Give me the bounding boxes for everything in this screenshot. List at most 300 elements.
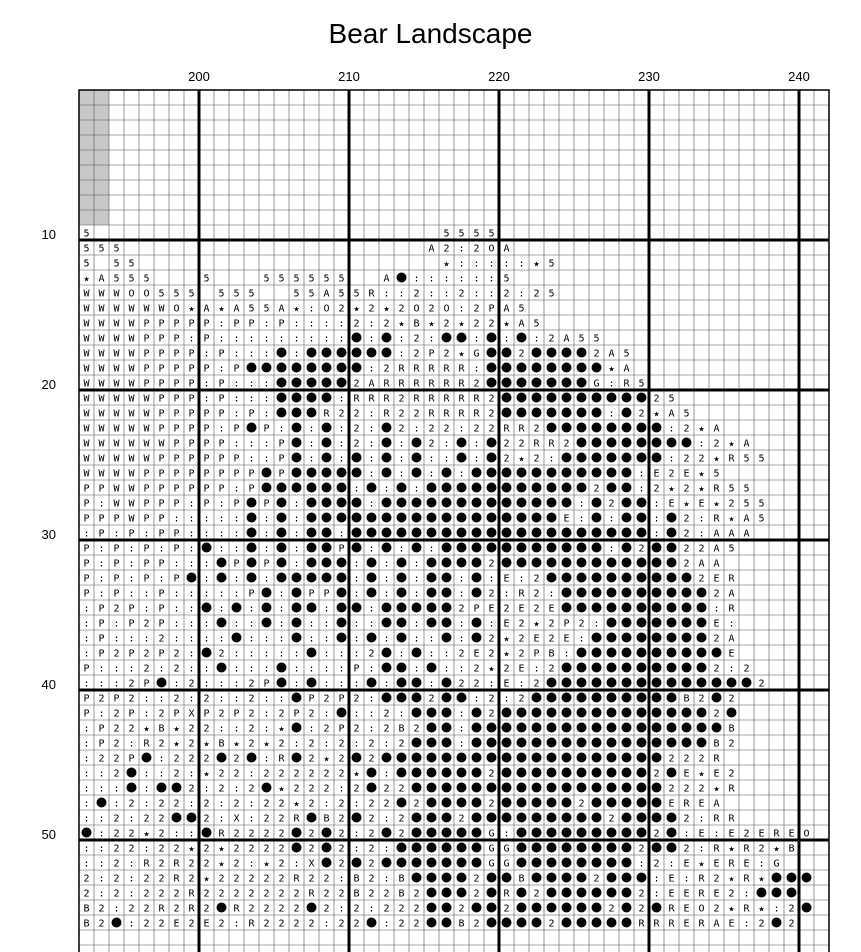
- stitch-symbol: E: [713, 858, 720, 870]
- stitch-symbol: R: [698, 918, 705, 930]
- stitch-symbol: P: [173, 468, 180, 480]
- stitch-dot: [712, 723, 722, 733]
- stitch-symbol: R: [713, 483, 720, 495]
- stitch-dot: [502, 393, 512, 403]
- stitch-symbol: :: [293, 663, 300, 675]
- stitch-symbol: :: [233, 678, 240, 690]
- stitch-dot: [562, 828, 572, 838]
- stitch-dot: [247, 363, 257, 373]
- stitch-dot: [712, 648, 722, 658]
- stitch-dot: [607, 573, 617, 583]
- stitch-symbol: P: [158, 528, 165, 540]
- stitch-symbol: :: [323, 798, 330, 810]
- stitch-dot: [592, 678, 602, 688]
- stitch-symbol: :: [188, 528, 195, 540]
- stitch-symbol: :: [368, 423, 375, 435]
- stitch-symbol: A: [743, 513, 750, 525]
- stitch-symbol: R: [728, 573, 735, 585]
- stitch-symbol: W: [113, 483, 120, 495]
- stitch-dot: [427, 723, 437, 733]
- stitch-symbol: ★: [293, 303, 300, 315]
- stitch-symbol: 2: [503, 438, 510, 450]
- stitch-symbol: :: [563, 648, 570, 660]
- stitch-symbol: 2: [698, 783, 705, 795]
- stitch-dot: [457, 513, 467, 523]
- stitch-symbol: A: [428, 243, 435, 255]
- stitch-dot: [577, 708, 587, 718]
- stitch-dot: [307, 348, 317, 358]
- stitch-dot: [337, 378, 347, 388]
- stitch-symbol: E: [653, 468, 660, 480]
- stitch-symbol: ★: [698, 468, 705, 480]
- stitch-dot: [697, 678, 707, 688]
- stitch-symbol: ★: [608, 363, 615, 375]
- stitch-symbol: G: [593, 378, 600, 390]
- stitch-symbol: 2: [473, 303, 480, 315]
- stitch-symbol: :: [683, 828, 690, 840]
- stitch-symbol: :: [98, 873, 105, 885]
- stitch-symbol: :: [488, 678, 495, 690]
- stitch-symbol: :: [323, 918, 330, 930]
- stitch-symbol: 2: [248, 708, 255, 720]
- stitch-symbol: :: [143, 633, 150, 645]
- stitch-symbol: :: [368, 693, 375, 705]
- stitch-symbol: :: [263, 318, 270, 330]
- stitch-dot: [322, 828, 332, 838]
- stitch-dot: [367, 483, 377, 493]
- stitch-symbol: 2: [158, 633, 165, 645]
- stitch-dot: [277, 378, 287, 388]
- stitch-dot: [562, 453, 572, 463]
- stitch-dot: [622, 468, 632, 478]
- stitch-dot: [592, 453, 602, 463]
- stitch-symbol: E: [713, 618, 720, 630]
- stitch-dot: [307, 813, 317, 823]
- stitch-symbol: 2: [413, 918, 420, 930]
- stitch-symbol: 2: [278, 738, 285, 750]
- stitch-symbol: 2: [263, 828, 270, 840]
- stitch-symbol: :: [353, 678, 360, 690]
- stitch-symbol: 2: [158, 798, 165, 810]
- stitch-dot: [367, 783, 377, 793]
- stitch-dot: [652, 648, 662, 658]
- stitch-symbol: P: [188, 363, 195, 375]
- stitch-symbol: :: [488, 573, 495, 585]
- stitch-symbol: 2: [503, 453, 510, 465]
- stitch-dot: [472, 498, 482, 508]
- stitch-dot: [247, 753, 257, 763]
- stitch-symbol: 5: [188, 288, 195, 300]
- stitch-symbol: :: [338, 318, 345, 330]
- stitch-symbol: ★: [773, 843, 780, 855]
- stitch-symbol: 2: [308, 798, 315, 810]
- stitch-symbol: R: [728, 858, 735, 870]
- stitch-symbol: 2: [578, 798, 585, 810]
- stitch-symbol: :: [518, 258, 525, 270]
- stitch-dot: [292, 363, 302, 373]
- stitch-symbol: :: [293, 318, 300, 330]
- stitch-symbol: :: [368, 708, 375, 720]
- stitch-symbol: :: [518, 678, 525, 690]
- stitch-symbol: 2: [488, 588, 495, 600]
- stitch-symbol: 2: [518, 348, 525, 360]
- stitch-symbol: R: [503, 888, 510, 900]
- stitch-dot: [442, 708, 452, 718]
- stitch-dot: [652, 783, 662, 793]
- stitch-symbol: ★: [728, 873, 735, 885]
- stitch-dot: [397, 678, 407, 688]
- stitch-symbol: ★: [383, 303, 390, 315]
- stitch-symbol: P: [158, 363, 165, 375]
- stitch-symbol: :: [83, 753, 90, 765]
- stitch-dot: [667, 633, 677, 643]
- stitch-symbol: :: [338, 663, 345, 675]
- stitch-dot: [532, 798, 542, 808]
- stitch-dot: [682, 723, 692, 733]
- stitch-symbol: :: [263, 528, 270, 540]
- stitch-symbol: :: [458, 588, 465, 600]
- stitch-dot: [592, 648, 602, 658]
- stitch-symbol: :: [203, 378, 210, 390]
- stitch-dot: [412, 648, 422, 658]
- stitch-symbol: 2: [398, 813, 405, 825]
- stitch-dot: [412, 468, 422, 478]
- stitch-dot: [517, 543, 527, 553]
- stitch-symbol: :: [173, 588, 180, 600]
- stitch-symbol: :: [113, 783, 120, 795]
- stitch-dot: [547, 348, 557, 358]
- stitch-symbol: P: [98, 483, 105, 495]
- stitch-dot: [307, 498, 317, 508]
- stitch-symbol: 2: [83, 888, 90, 900]
- stitch-symbol: R: [473, 393, 480, 405]
- stitch-symbol: 2: [413, 333, 420, 345]
- stitch-symbol: 2: [383, 783, 390, 795]
- stitch-symbol: 2: [548, 663, 555, 675]
- stitch-symbol: 2: [158, 738, 165, 750]
- stitch-symbol: 2: [293, 918, 300, 930]
- stitch-symbol: W: [98, 288, 105, 300]
- stitch-symbol: 2: [503, 903, 510, 915]
- stitch-symbol: ★: [503, 648, 510, 660]
- stitch-dot: [277, 483, 287, 493]
- stitch-symbol: W: [128, 468, 135, 480]
- stitch-dot: [622, 408, 632, 418]
- stitch-dot: [487, 438, 497, 448]
- stitch-symbol: 2: [683, 543, 690, 555]
- stitch-symbol: 5: [743, 453, 750, 465]
- stitch-symbol: 2: [143, 903, 150, 915]
- stitch-symbol: P: [143, 483, 150, 495]
- stitch-symbol: :: [83, 603, 90, 615]
- stitch-symbol: 5: [758, 513, 765, 525]
- stitch-symbol: 5: [548, 258, 555, 270]
- stitch-dot: [577, 468, 587, 478]
- stitch-dot: [367, 558, 377, 568]
- stitch-dot: [547, 483, 557, 493]
- row-labels: [42, 227, 56, 842]
- stitch-dot: [592, 528, 602, 538]
- stitch-symbol: P: [203, 468, 210, 480]
- stitch-dot: [517, 903, 527, 913]
- stitch-dot: [397, 768, 407, 778]
- stitch-symbol: :: [458, 723, 465, 735]
- stitch-dot: [352, 543, 362, 553]
- stitch-symbol: 2: [683, 843, 690, 855]
- stitch-symbol: :: [353, 828, 360, 840]
- stitch-symbol: 2: [98, 918, 105, 930]
- stitch-symbol: :: [503, 693, 510, 705]
- stitch-symbol: :: [383, 288, 390, 300]
- stitch-dot: [517, 768, 527, 778]
- stitch-dot: [472, 858, 482, 868]
- stitch-dot: [472, 843, 482, 853]
- stitch-symbol: 2: [278, 768, 285, 780]
- stitch-symbol: E: [698, 798, 705, 810]
- stitch-symbol: :: [488, 258, 495, 270]
- stitch-dot: [322, 858, 332, 868]
- stitch-dot: [517, 708, 527, 718]
- stitch-symbol: R: [293, 813, 300, 825]
- stitch-symbol: :: [368, 318, 375, 330]
- stitch-symbol: 2: [698, 693, 705, 705]
- stitch-symbol: 5: [533, 318, 540, 330]
- stitch-dot: [337, 618, 347, 628]
- stitch-dot: [562, 708, 572, 718]
- stitch-dot: [472, 738, 482, 748]
- stitch-symbol: P: [113, 513, 120, 525]
- stitch-symbol: W: [98, 363, 105, 375]
- chart-title: Bear Landscape: [328, 18, 533, 49]
- stitch-symbol: P: [233, 318, 240, 330]
- stitch-symbol: :: [413, 483, 420, 495]
- stitch-symbol: ★: [728, 438, 735, 450]
- stitch-dot: [532, 408, 542, 418]
- stitch-symbol: 2: [113, 603, 120, 615]
- stitch-dot: [547, 738, 557, 748]
- stitch-symbol: W: [158, 438, 165, 450]
- stitch-symbol: :: [233, 573, 240, 585]
- stitch-symbol: :: [293, 858, 300, 870]
- stitch-dot: [562, 498, 572, 508]
- stitch-symbol: :: [368, 663, 375, 675]
- stitch-symbol: E: [518, 663, 525, 675]
- stitch-symbol: :: [158, 753, 165, 765]
- stitch-dot: [277, 498, 287, 508]
- stitch-symbol: P: [248, 588, 255, 600]
- stitch-symbol: :: [608, 513, 615, 525]
- stitch-dot: [412, 828, 422, 838]
- stitch-symbol: P: [158, 498, 165, 510]
- stitch-dot: [592, 693, 602, 703]
- stitch-symbol: :: [278, 618, 285, 630]
- stitch-dot: [487, 468, 497, 478]
- stitch-symbol: B: [518, 873, 525, 885]
- stitch-symbol: :: [458, 573, 465, 585]
- stitch-dot: [472, 588, 482, 598]
- stitch-symbol: 2: [143, 813, 150, 825]
- stitch-symbol: :: [128, 888, 135, 900]
- stitch-symbol: ★: [173, 723, 180, 735]
- stitch-dot: [652, 453, 662, 463]
- stitch-symbol: 2: [458, 648, 465, 660]
- stitch-symbol: ★: [713, 498, 720, 510]
- stitch-symbol: ★: [713, 783, 720, 795]
- stitch-dot: [382, 663, 392, 673]
- pattern-cells: [82, 229, 812, 930]
- stitch-symbol: 2: [233, 828, 240, 840]
- stitch-symbol: 2: [368, 753, 375, 765]
- stitch-dot: [592, 843, 602, 853]
- stitch-symbol: 2: [293, 888, 300, 900]
- stitch-dot: [442, 333, 452, 343]
- stitch-symbol: A: [383, 273, 390, 285]
- stitch-dot: [652, 723, 662, 733]
- stitch-symbol: 2: [278, 888, 285, 900]
- stitch-symbol: :: [353, 618, 360, 630]
- stitch-symbol: :: [323, 633, 330, 645]
- stitch-symbol: P: [98, 738, 105, 750]
- stitch-symbol: :: [638, 858, 645, 870]
- stitch-symbol: :: [203, 783, 210, 795]
- stitch-dot: [397, 483, 407, 493]
- stitch-dot: [772, 888, 782, 898]
- stitch-dot: [562, 543, 572, 553]
- stitch-symbol: 2: [518, 438, 525, 450]
- stitch-symbol: R: [443, 363, 450, 375]
- stitch-dot: [517, 558, 527, 568]
- stitch-symbol: :: [233, 528, 240, 540]
- stitch-symbol: R: [728, 813, 735, 825]
- stitch-dot: [472, 633, 482, 643]
- stitch-symbol: P: [98, 723, 105, 735]
- stitch-symbol: W: [128, 303, 135, 315]
- stitch-symbol: 2: [263, 873, 270, 885]
- stitch-symbol: 2: [233, 768, 240, 780]
- stitch-dot: [667, 513, 677, 523]
- stitch-dot: [442, 768, 452, 778]
- stitch-symbol: :: [128, 558, 135, 570]
- stitch-symbol: 2: [713, 663, 720, 675]
- stitch-dot: [307, 678, 317, 688]
- stitch-symbol: 2: [308, 753, 315, 765]
- stitch-symbol: :: [98, 783, 105, 795]
- stitch-symbol: :: [263, 648, 270, 660]
- stitch-symbol: :: [383, 483, 390, 495]
- stitch-symbol: :: [128, 663, 135, 675]
- stitch-symbol: E: [488, 603, 495, 615]
- stitch-symbol: W: [83, 318, 90, 330]
- stitch-symbol: P: [218, 378, 225, 390]
- stitch-symbol: P: [203, 408, 210, 420]
- stitch-symbol: 2: [413, 288, 420, 300]
- stitch-dot: [637, 783, 647, 793]
- stitch-dot: [442, 543, 452, 553]
- stitch-symbol: :: [458, 303, 465, 315]
- stitch-dot: [592, 813, 602, 823]
- stitch-dot: [697, 618, 707, 628]
- stitch-symbol: P: [173, 573, 180, 585]
- stitch-dot: [487, 873, 497, 883]
- stitch-dot: [667, 648, 677, 658]
- stitch-dot: [622, 888, 632, 898]
- stitch-symbol: 2: [263, 813, 270, 825]
- stitch-symbol: P: [173, 333, 180, 345]
- stitch-symbol: 2: [158, 873, 165, 885]
- stitch-symbol: ★: [458, 318, 465, 330]
- stitch-dot: [217, 903, 227, 913]
- stitch-symbol: 2: [473, 918, 480, 930]
- stitch-dot: [457, 753, 467, 763]
- stitch-symbol: P: [173, 408, 180, 420]
- stitch-symbol: 2: [338, 828, 345, 840]
- stitch-symbol: W: [98, 468, 105, 480]
- stitch-symbol: :: [188, 828, 195, 840]
- stitch-symbol: :: [293, 528, 300, 540]
- stitch-dot: [592, 858, 602, 868]
- stitch-dot: [307, 483, 317, 493]
- stitch-symbol: R: [293, 873, 300, 885]
- stitch-symbol: :: [188, 768, 195, 780]
- stitch-symbol: :: [398, 453, 405, 465]
- stitch-symbol: 2: [443, 243, 450, 255]
- stitch-symbol: :: [203, 393, 210, 405]
- stitch-symbol: ★: [503, 633, 510, 645]
- stitch-symbol: :: [293, 738, 300, 750]
- stitch-symbol: 5: [113, 273, 120, 285]
- stitch-symbol: R: [698, 873, 705, 885]
- stitch-symbol: G: [488, 858, 495, 870]
- stitch-symbol: 2: [128, 843, 135, 855]
- stitch-dot: [787, 873, 797, 883]
- stitch-symbol: 2: [428, 303, 435, 315]
- stitch-dot: [577, 753, 587, 763]
- stitch-symbol: E: [743, 858, 750, 870]
- stitch-symbol: P: [338, 693, 345, 705]
- stitch-symbol: ★: [218, 843, 225, 855]
- stitch-symbol: :: [158, 543, 165, 555]
- stitch-symbol: :: [413, 618, 420, 630]
- stitch-dot: [577, 588, 587, 598]
- stitch-symbol: A: [713, 558, 720, 570]
- stitch-symbol: :: [323, 738, 330, 750]
- stitch-symbol: :: [218, 588, 225, 600]
- stitch-symbol: A: [278, 303, 285, 315]
- stitch-dot: [532, 753, 542, 763]
- stitch-symbol: E: [713, 573, 720, 585]
- stitch-dot: [307, 378, 317, 388]
- stitch-dot: [382, 828, 392, 838]
- stitch-symbol: 2: [113, 738, 120, 750]
- stitch-symbol: P: [158, 468, 165, 480]
- stitch-symbol: O: [173, 303, 180, 315]
- stitch-symbol: :: [143, 603, 150, 615]
- stitch-symbol: 2: [278, 918, 285, 930]
- stitch-dot: [592, 723, 602, 733]
- stitch-dot: [322, 558, 332, 568]
- stitch-symbol: :: [698, 513, 705, 525]
- stitch-symbol: R: [218, 828, 225, 840]
- stitch-symbol: 5: [233, 288, 240, 300]
- stitch-dot: [652, 798, 662, 808]
- stitch-dot: [292, 693, 302, 703]
- stitch-dot: [562, 678, 572, 688]
- stitch-dot: [607, 708, 617, 718]
- stitch-symbol: W: [113, 408, 120, 420]
- stitch-dot: [652, 543, 662, 553]
- stitch-symbol: 2: [668, 753, 675, 765]
- stitch-dot: [547, 753, 557, 763]
